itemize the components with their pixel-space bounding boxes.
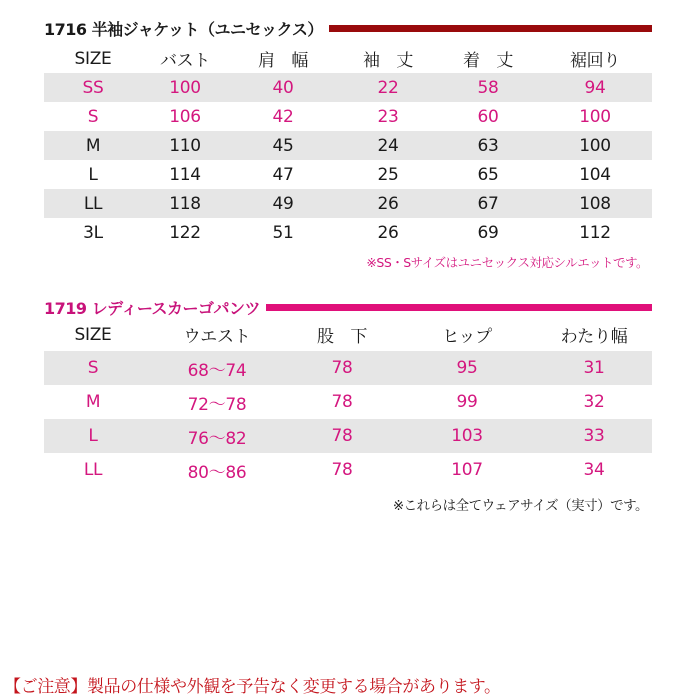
hip-cell: 95 — [456, 358, 478, 378]
waist-cell: 80〜86 — [187, 462, 247, 483]
table-row — [44, 160, 652, 189]
title-divider-bar — [329, 25, 652, 32]
inseam-cell: 78 — [331, 392, 353, 412]
thigh-width-cell: 32 — [583, 392, 605, 412]
thigh-width-cell: 33 — [583, 426, 605, 446]
shoulder-cell: 42 — [272, 106, 294, 127]
hem-cell: 100 — [579, 106, 611, 127]
thigh-width-cell: 31 — [583, 358, 605, 378]
header-inseam: 股 下 — [316, 327, 368, 347]
header-sleeve: 袖 丈 — [362, 51, 414, 71]
sleeve-cell: 23 — [377, 106, 399, 127]
waist-cell: 68〜74 — [187, 360, 247, 381]
hem-cell: 94 — [584, 77, 606, 98]
inseam-cell: 78 — [331, 358, 353, 378]
hem-cell: 112 — [579, 222, 611, 243]
size-cell: L — [88, 426, 98, 446]
size-cell: L — [88, 164, 98, 185]
header-size: SIZE — [74, 48, 112, 69]
caution-notice: 【ご注意】製品の仕様や外観を予告なく変更する場合があります。 — [4, 677, 501, 697]
sleeve-cell: 25 — [377, 164, 399, 185]
pants-title-text: 1719 レディースカーゴパンツ — [44, 299, 261, 318]
waist-cell: 76〜82 — [187, 428, 247, 449]
header-thigh-width: わたり幅 — [560, 327, 628, 347]
title-divider-bar — [266, 304, 652, 311]
table-row — [44, 453, 652, 487]
size-cell: S — [87, 358, 99, 378]
shoulder-cell: 45 — [272, 135, 294, 156]
table-row — [44, 419, 652, 453]
bust-cell: 122 — [169, 222, 201, 243]
length-cell: 65 — [477, 164, 499, 185]
header-hem: 裾回り — [569, 51, 621, 71]
table-row — [44, 218, 652, 247]
length-cell: 58 — [477, 77, 499, 98]
table-row — [44, 189, 652, 218]
header-waist: ウエスト — [183, 327, 251, 347]
hem-cell: 104 — [579, 164, 611, 185]
hip-cell: 99 — [456, 392, 478, 412]
hip-cell: 107 — [451, 460, 483, 480]
size-cell: LL — [83, 460, 103, 480]
length-cell: 69 — [477, 222, 499, 243]
length-cell: 63 — [477, 135, 499, 156]
size-cell: LL — [83, 193, 103, 214]
bust-cell: 100 — [169, 77, 201, 98]
jacket-size-table — [44, 44, 652, 247]
jacket-section-title — [44, 17, 652, 40]
sleeve-cell: 22 — [377, 77, 399, 98]
length-cell: 60 — [477, 106, 499, 127]
table-header-row — [44, 318, 652, 351]
hip-cell: 103 — [451, 426, 483, 446]
shoulder-cell: 40 — [272, 77, 294, 98]
sleeve-cell: 26 — [377, 222, 399, 243]
jacket-unisex-note: ※SS・Sサイズはユニセックス対応シルエットです。 — [366, 255, 648, 270]
table-row — [44, 351, 652, 385]
table-row — [44, 385, 652, 419]
inseam-cell: 78 — [331, 426, 353, 446]
table-row — [44, 102, 652, 131]
waist-cell: 72〜78 — [187, 394, 247, 415]
pants-section-title — [44, 296, 652, 319]
size-cell: S — [87, 106, 99, 127]
table-header-row — [44, 44, 652, 73]
header-hip: ヒップ — [442, 327, 492, 347]
header-bust: バスト — [159, 51, 211, 71]
size-cell: M — [85, 392, 101, 412]
bust-cell: 110 — [169, 135, 201, 156]
table-row — [44, 73, 652, 102]
sleeve-cell: 24 — [377, 135, 399, 156]
hem-cell: 108 — [579, 193, 611, 214]
sleeve-cell: 26 — [377, 193, 399, 214]
shoulder-cell: 49 — [272, 193, 294, 214]
length-cell: 67 — [477, 193, 499, 214]
hem-cell: 100 — [579, 135, 611, 156]
size-cell: SS — [82, 77, 104, 98]
header-length: 着 丈 — [462, 51, 514, 71]
size-cell: 3L — [83, 222, 103, 243]
shoulder-cell: 51 — [272, 222, 294, 243]
bust-cell: 106 — [169, 106, 201, 127]
bust-cell: 114 — [169, 164, 201, 185]
thigh-width-cell: 34 — [583, 460, 605, 480]
pants-size-table — [44, 318, 652, 487]
shoulder-cell: 47 — [272, 164, 294, 185]
bust-cell: 118 — [169, 193, 201, 214]
header-size: SIZE — [74, 324, 112, 345]
inseam-cell: 78 — [331, 460, 353, 480]
actual-size-note: ※これらは全てウェアサイズ（実寸）です。 — [392, 498, 648, 514]
table-row — [44, 131, 652, 160]
jacket-title-text: 1716 半袖ジャケット（ユニセックス） — [44, 20, 323, 39]
size-cell: M — [85, 135, 101, 156]
header-shoulder: 肩 幅 — [257, 51, 309, 71]
